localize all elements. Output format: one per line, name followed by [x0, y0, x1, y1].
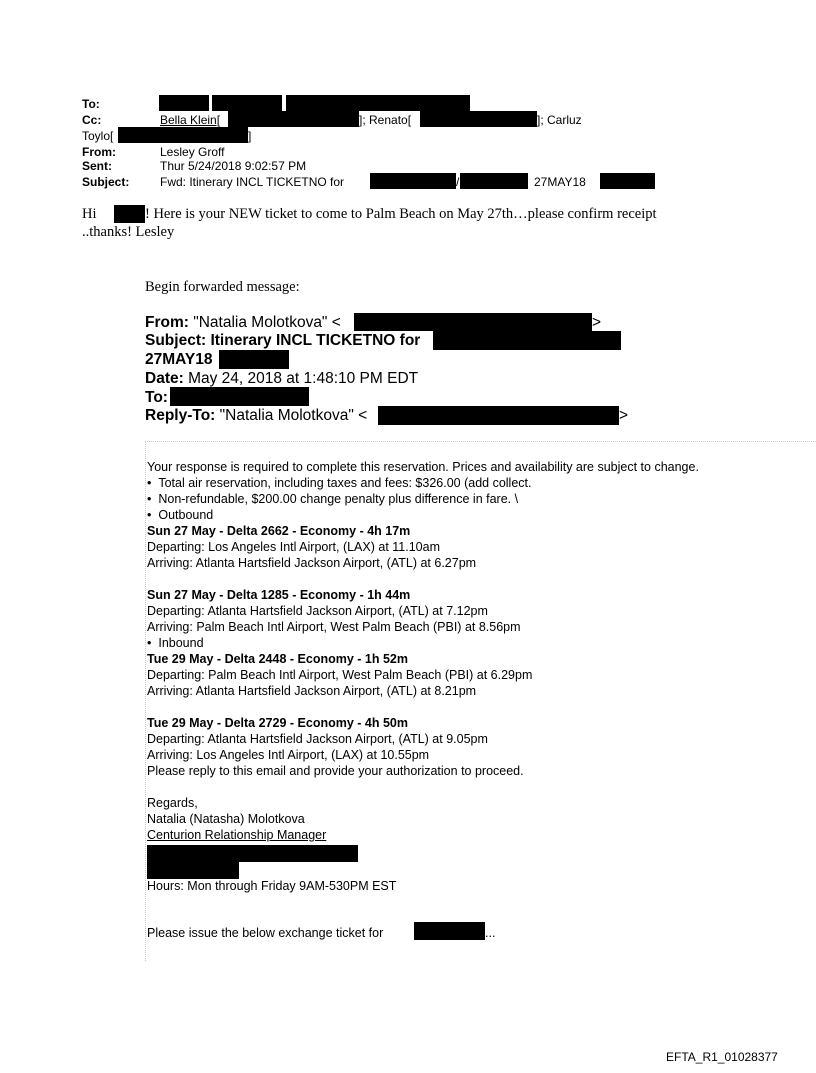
- sent-label: Sent:: [82, 159, 112, 173]
- fwd-from-label: From:: [145, 314, 189, 331]
- intro-line: Your response is required to complete this reservation. Prices and availability are subject to change.: [147, 460, 699, 474]
- flight-3-title: Tue 29 May - Delta 2448 - Economy - 1h 52m: [147, 652, 408, 666]
- message-line-2: ..thanks! Lesley: [82, 224, 175, 240]
- flight-2-arriving: Arriving: Palm Beach Intl Airport, West Palm Beach (PBI) at 8.56pm: [147, 620, 521, 634]
- sent-value: Thur 5/24/2018 9:02:57 PM: [160, 159, 307, 173]
- redaction-fwd-to: [170, 387, 309, 406]
- bullet-glyph: •: [147, 492, 152, 506]
- fwd-replyto-label: Reply-To:: [145, 407, 216, 424]
- bullet-inbound-text: Inbound: [158, 636, 204, 650]
- flight-3-arriving: Arriving: Atlanta Hartsfield Jackson Airport, (ATL) at 8.21pm: [147, 684, 477, 698]
- fwd-date-label: Date:: [145, 370, 184, 387]
- redaction-subject-2: [460, 173, 528, 189]
- fwd-from-line: [145, 314, 341, 331]
- exchange-request: Please issue the below exchange ticket for: [147, 926, 384, 940]
- reply-instruction: Please reply to this email and provide your authorization to proceed.: [147, 764, 524, 778]
- signature-name: Natalia (Natasha) Molotkova: [147, 812, 305, 826]
- fwd-subject-label: Subject:: [145, 332, 207, 349]
- cc-renato: ]; Renato[: [359, 113, 412, 127]
- redaction-fwd-from: [354, 313, 592, 331]
- fwd-from-value: "Natalia Molotkova" <: [193, 314, 341, 331]
- to-label: To:: [82, 97, 100, 111]
- fwd-to-label: To:: [145, 389, 168, 406]
- redaction-subject-1: [370, 173, 456, 189]
- subject-slash: /: [456, 175, 460, 189]
- bullet-glyph: •: [147, 636, 152, 650]
- cc-label: Cc:: [82, 113, 102, 127]
- bullet-outbound: [147, 507, 213, 523]
- document-id: EFTA_R1_01028377: [666, 1050, 778, 1064]
- flight-4-title: Tue 29 May - Delta 2729 - Economy - 4h 50m: [147, 716, 408, 730]
- redaction-cc-renato: [420, 111, 537, 127]
- cc-bella: Bella Klein[: [160, 113, 221, 127]
- flight-2-departing: Departing: Atlanta Hartsfield Jackson Airport, (ATL) at 7.12pm: [147, 604, 488, 618]
- subject-value: Fwd: Itinerary INCL TICKETNO for: [160, 175, 345, 189]
- flight-4-departing: Departing: Atlanta Hartsfield Jackson Airport, (ATL) at 9.05pm: [147, 732, 488, 746]
- redaction-cc-toylo: [118, 127, 248, 143]
- redaction-fwd-replyto: [378, 406, 619, 425]
- fwd-replyto-close: >: [619, 407, 629, 424]
- fwd-replyto-value: "Natalia Molotkova" <: [219, 407, 368, 424]
- redaction-signature-2: [147, 862, 239, 879]
- subject-label: Subject:: [82, 175, 130, 189]
- redaction-exchange: [414, 922, 485, 940]
- redaction-to-2: [212, 95, 282, 111]
- bullet-outbound-text: Outbound: [158, 508, 214, 522]
- fwd-subject-value: Itinerary INCL TICKETNO for: [210, 332, 421, 349]
- fwd-subject-line: [145, 332, 420, 349]
- bullet-total-text: Total air reservation, including taxes and fees: $326.00 (add collect.: [158, 476, 532, 490]
- message-line-1: ! Here is your NEW ticket to come to Palm Beach on May 27th…please confirm receipt: [145, 206, 657, 222]
- flight-2-title: Sun 27 May - Delta 1285 - Economy - 1h 44m: [147, 588, 411, 602]
- cc-bracket-close: ]: [248, 129, 252, 143]
- fwd-date-value: May 24, 2018 at 1:48:10 PM EDT: [188, 370, 419, 387]
- flight-1-departing: Departing: Los Angeles Intl Airport, (LAX) at 11.10am: [147, 540, 440, 554]
- quote-left-border: [145, 441, 146, 961]
- from-value: Lesley Groff: [160, 145, 225, 159]
- quote-divider: [145, 441, 816, 442]
- flight-4-arriving: Arriving: Los Angeles Intl Airport, (LAX) at 10.55pm: [147, 748, 430, 762]
- exchange-ellipsis: ...: [485, 926, 496, 940]
- fwd-from-close: >: [592, 314, 602, 331]
- begin-forwarded: Begin forwarded message:: [145, 279, 300, 295]
- bullet-nonrefundable: [147, 491, 518, 507]
- redaction-fwd-subject-2: [219, 350, 289, 369]
- bullet-inbound: [147, 635, 204, 651]
- bullet-glyph: •: [147, 508, 152, 522]
- flight-1-arriving: Arriving: Atlanta Hartsfield Jackson Airport, (ATL) at 6.27pm: [147, 556, 477, 570]
- bullet-nonrefundable-text: Non-refundable, $200.00 change penalty plus difference in fare. \: [158, 492, 519, 506]
- bullet-glyph: •: [147, 476, 152, 490]
- bullet-total: [147, 475, 531, 491]
- redaction-to-3: [286, 95, 470, 111]
- redaction-greeting-name: [114, 205, 145, 223]
- regards: Regards,: [147, 796, 198, 810]
- redaction-fwd-subject-1: [433, 331, 621, 350]
- cc-carluz: ]; Carluz: [537, 113, 582, 127]
- fwd-subject-line-2: 27MAY18: [145, 351, 213, 368]
- from-label: From:: [82, 145, 116, 159]
- hours: Hours: Mon through Friday 9AM-530PM EST: [147, 879, 397, 893]
- redaction-signature-1: [147, 845, 358, 862]
- signature-title: Centurion Relationship Manager: [147, 828, 327, 842]
- fwd-date-line: [145, 370, 418, 387]
- greeting: Hi: [82, 206, 97, 222]
- subject-date: 27MAY18: [534, 175, 586, 189]
- cc-toylo: Toylo[: [82, 129, 114, 143]
- flight-3-departing: Departing: Palm Beach Intl Airport, West Palm Beach (PBI) at 6.29pm: [147, 668, 533, 682]
- redaction-to-1: [159, 95, 209, 111]
- redaction-cc-bella: [228, 111, 359, 127]
- fwd-replyto-line: [145, 407, 367, 424]
- flight-1-title: Sun 27 May - Delta 2662 - Economy - 4h 17m: [147, 524, 411, 538]
- redaction-subject-3: [600, 173, 655, 189]
